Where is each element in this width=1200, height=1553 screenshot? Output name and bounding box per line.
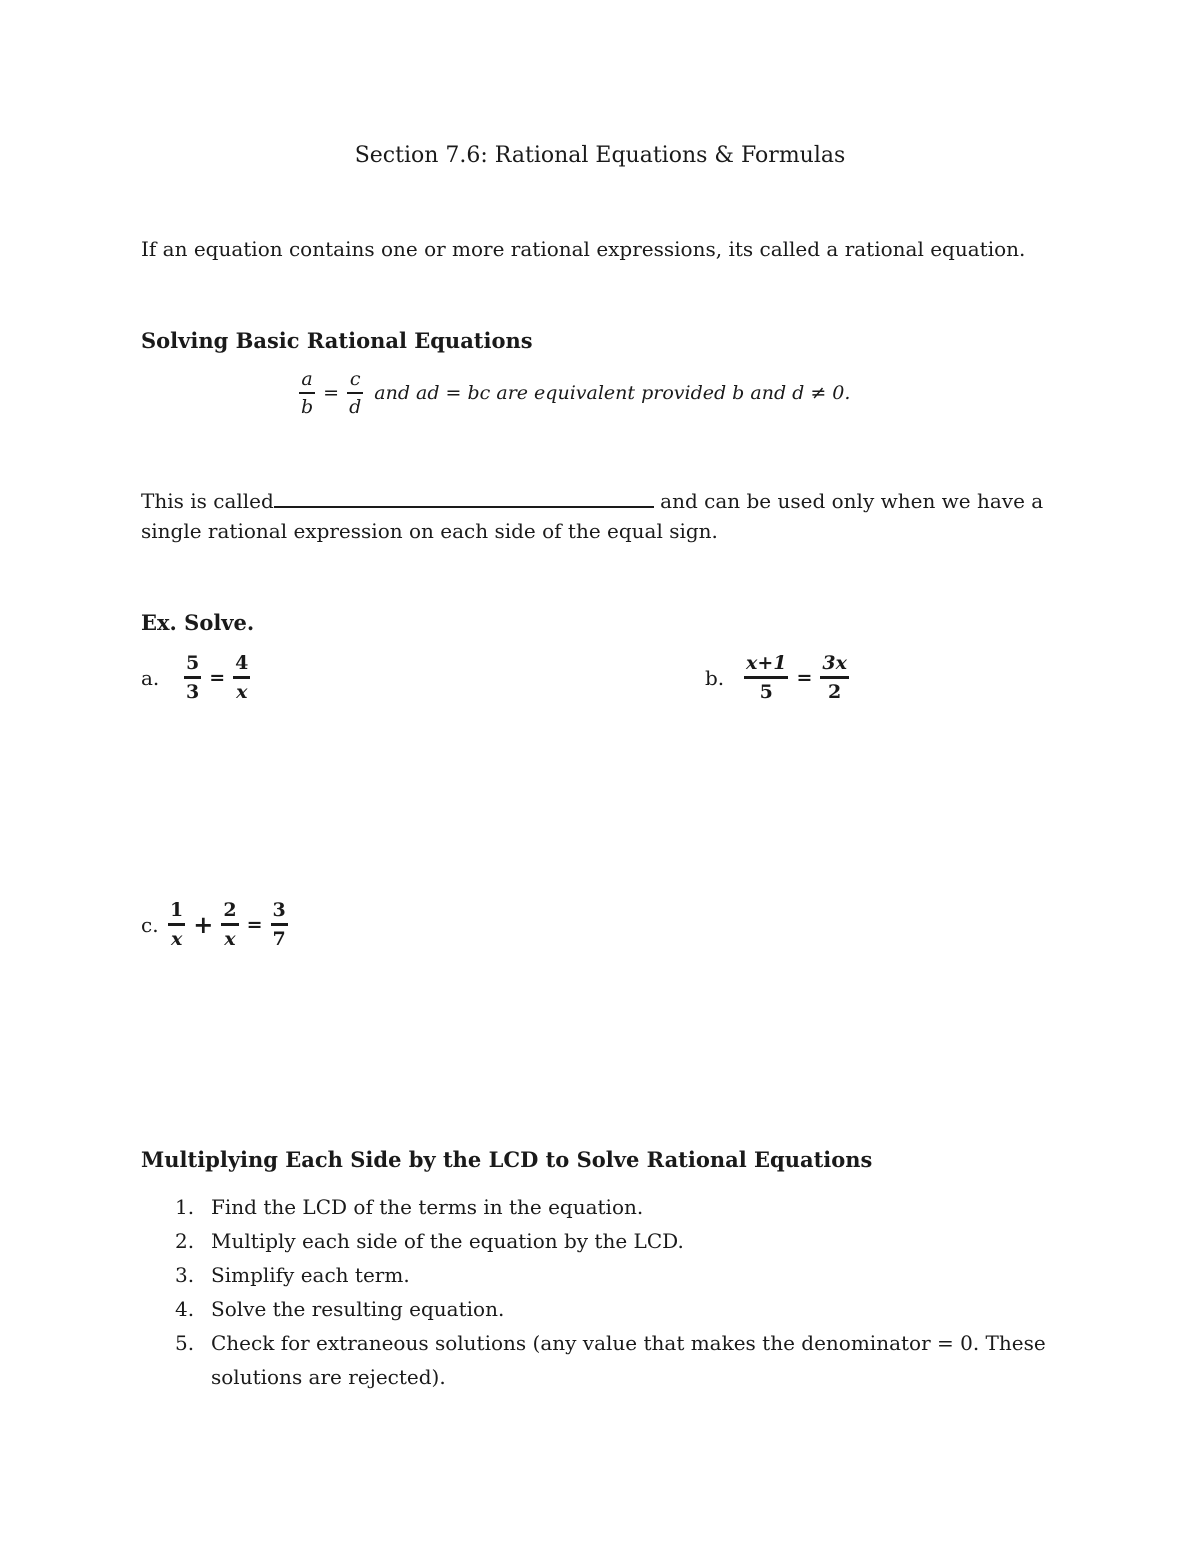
fraction: $\frac{2}{x}$ (223, 899, 237, 950)
fraction: $\frac{3x}{2}$ (822, 652, 847, 703)
fraction-a-over-b: $\frac{a}{b}$ (301, 368, 314, 418)
called-line-2: single rational expression on each side of the equal sign. (141, 519, 718, 543)
lcd-steps-list (141, 1190, 1101, 1394)
fraction: $\frac{4}{x}$ (235, 652, 249, 703)
fraction: $\frac{5}{3}$ (186, 652, 200, 703)
example-c: c. $\frac{1}{x}$ + $\frac{2}{x}$ = $\frac{3}{7}$ (141, 899, 286, 950)
example-a-label: a. (141, 665, 160, 690)
example-a: a. $\frac{5}{3}$ = $\frac{4}{x}$ (141, 652, 249, 703)
list-item: 4. Solve the resulting equation. (175, 1297, 505, 1321)
list-item: 3. Simplify each term. (175, 1263, 410, 1287)
fraction: $\frac{1}{x}$ (170, 899, 184, 950)
examples-heading: Ex. Solve. (141, 610, 255, 635)
fraction: $\frac{x+1}{5}$ (746, 652, 787, 703)
list-item: 2. Multiply each side of the equation by the LCD. (175, 1229, 684, 1253)
example-b-label: b. (705, 665, 725, 690)
fraction: $\frac{3}{7}$ (272, 899, 286, 950)
fraction-c-over-d: $\frac{c}{d}$ (349, 368, 362, 418)
example-c-label: c. (141, 912, 159, 937)
page-title: Section 7.6: Rational Equations & Formulas (354, 143, 846, 168)
section-heading-lcd: Multiplying Each Side by the LCD to Solve Rational Equations (141, 1147, 873, 1172)
called-line: This is called and can be used only when we have a (141, 484, 1043, 513)
section-heading-basic: Solving Basic Rational Equations (141, 328, 533, 353)
equivalence-rule: $\frac{a}{b}$ = $\frac{c}{d}$ and ad = bc are equivalent provided b and d ≠ 0. (301, 368, 851, 418)
fill-in-blank[interactable] (274, 484, 654, 508)
list-item: 5. Check for extraneous solutions (any value that makes the denominator = 0. These solutions are rejected). (175, 1331, 1046, 1389)
rule-condition: and ad = bc are equivalent provided b and d ≠ 0. (374, 382, 851, 404)
intro-text: If an equation contains one or more rational expressions, its called a rational equation. (141, 237, 1026, 261)
example-b: b. $\frac{x+1}{5}$ = $\frac{3x}{2}$ (705, 652, 847, 703)
list-item: 1. Find the LCD of the terms in the equation. (175, 1195, 644, 1219)
